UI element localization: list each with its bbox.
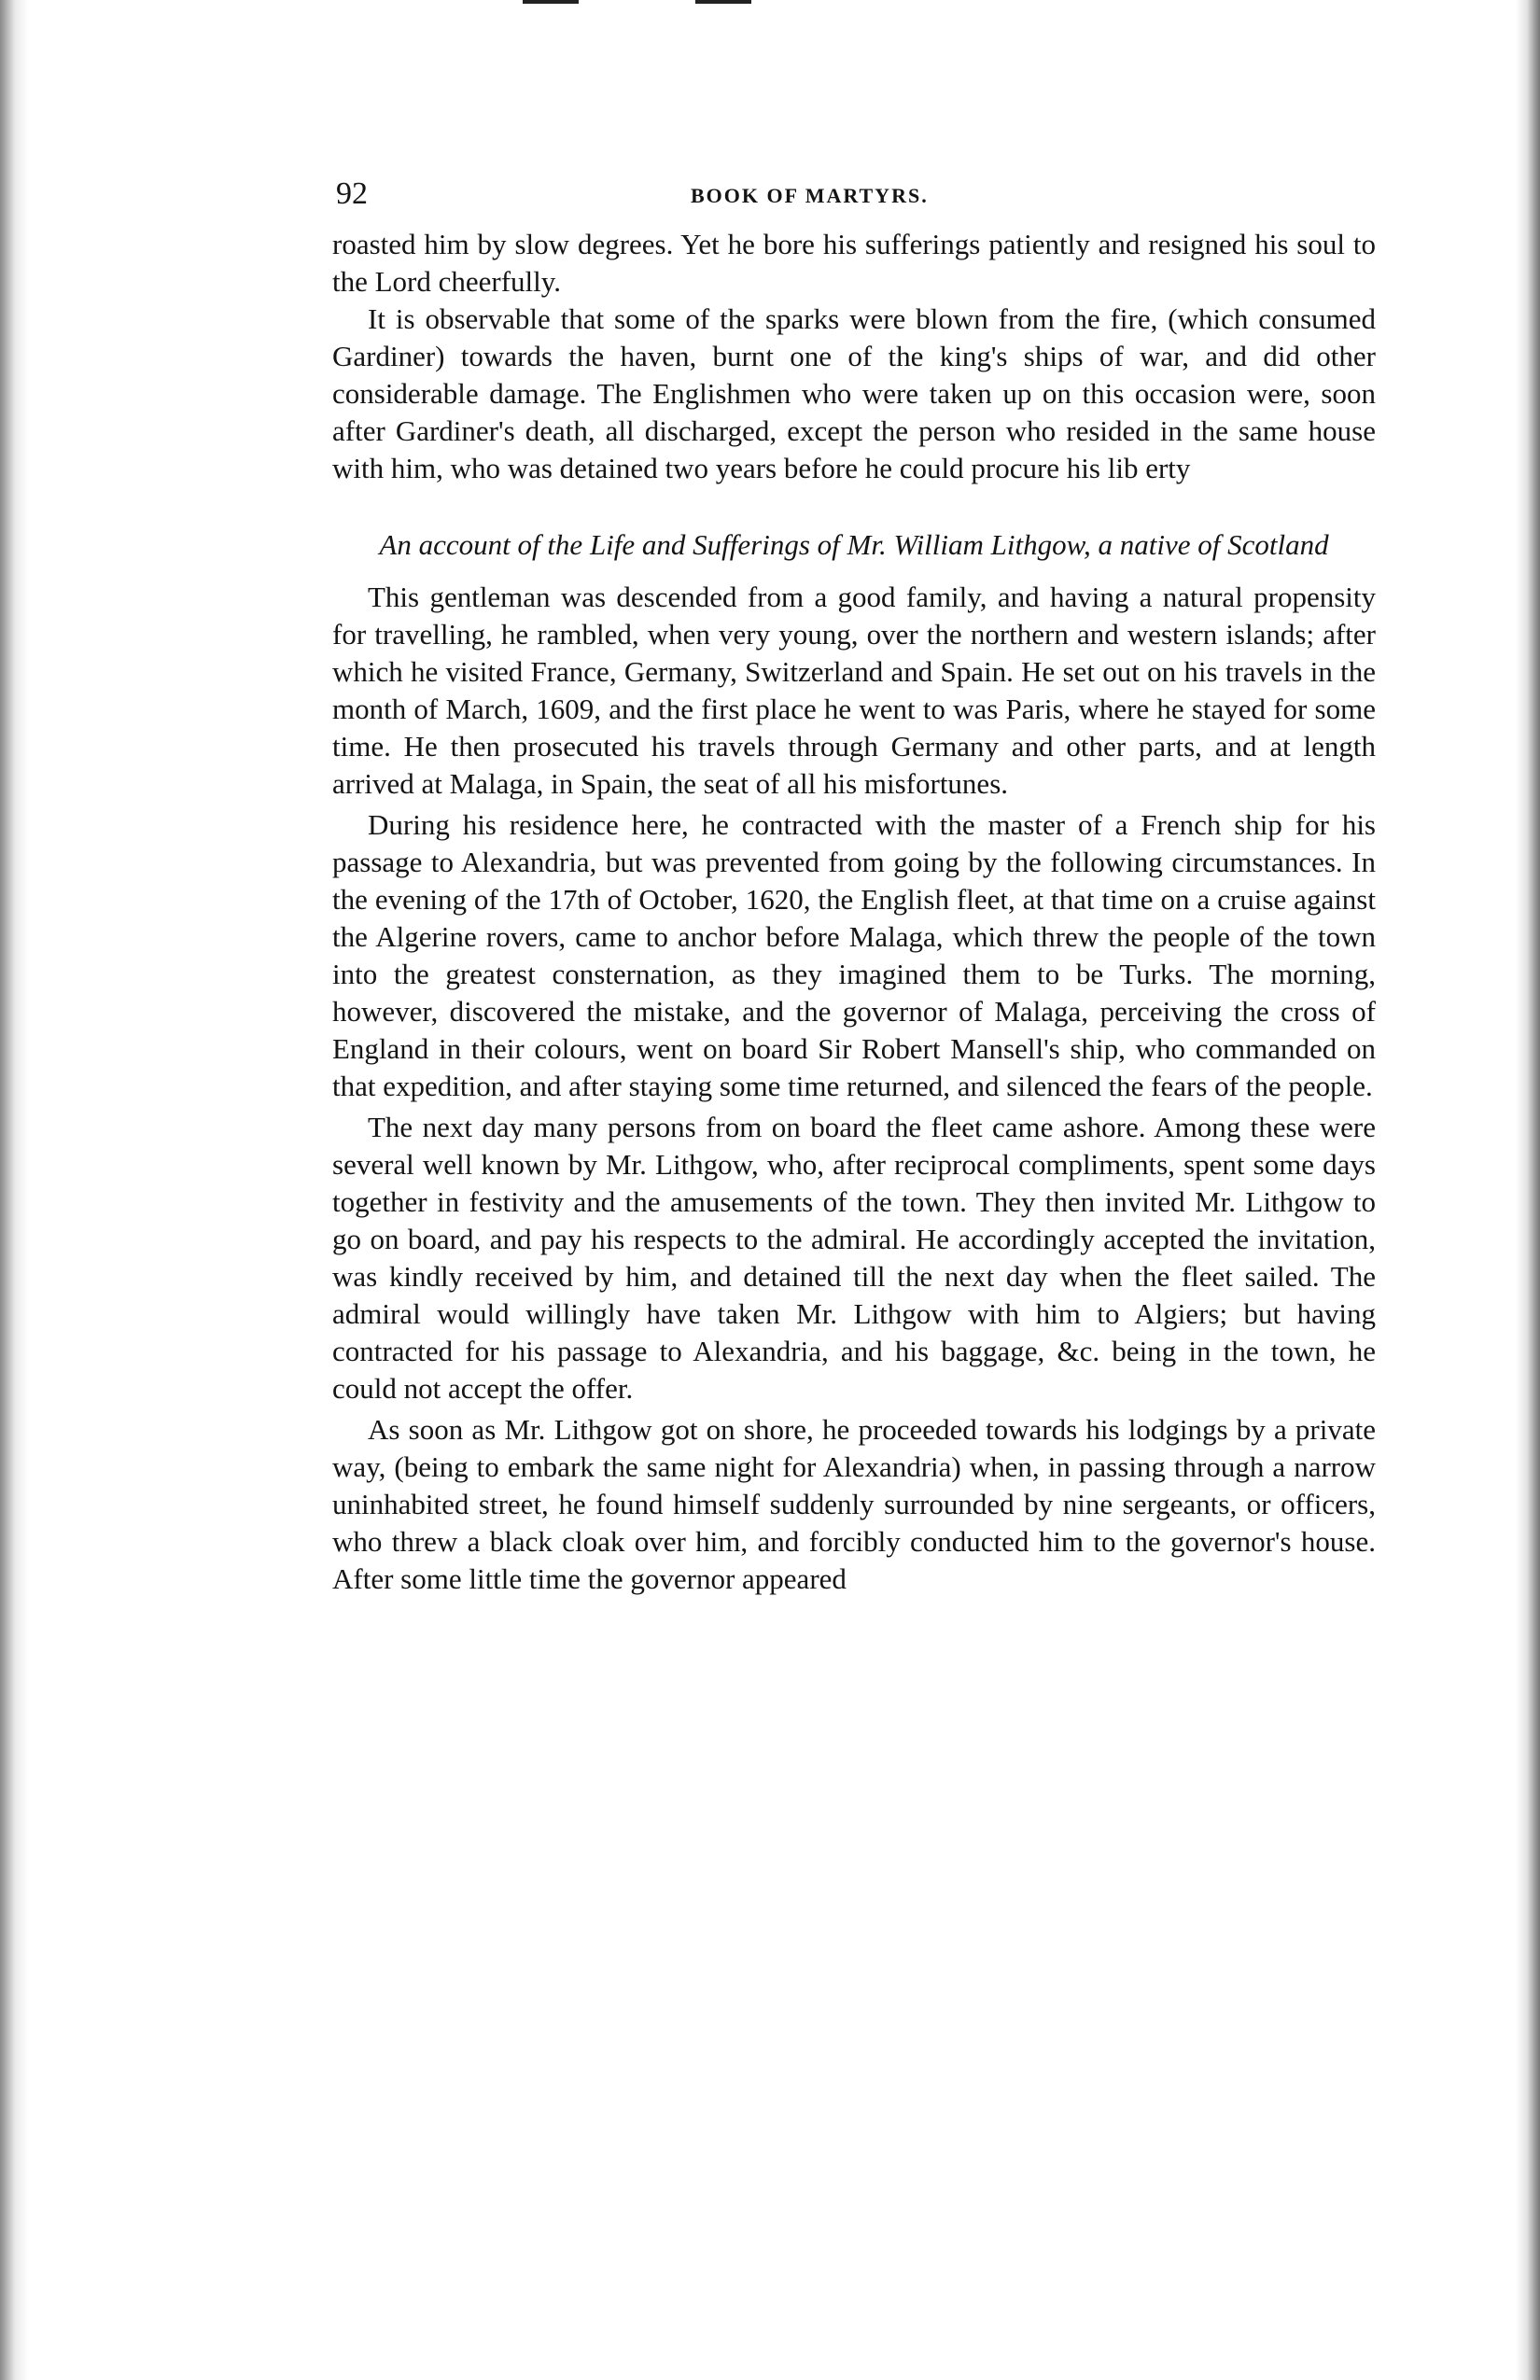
- running-title: BOOK OF MARTYRS.: [691, 184, 929, 207]
- paragraph: During his residence here, he contracted with the master of a French ship for his passage to Alexandria, but was prevented from going by the following circumstances. In the evening of the 17th of October, 1620, the English fleet, at that time on a cruise against the Algerine rovers, came to anchor before Malaga, which threw the people of the town into the greatest consternation, as they imagined them to be Turks. The morning, however, discovered the mistake, and the governor of Malaga, perceiving the cross of England in their colours, went on board Sir Robert Mansell's ship, who commanded on that expedition, and after staying some time returned, and silenced the fears of the people.: [332, 808, 1376, 1102]
- paragraph: The next day many persons from on board the fleet came ashore. Among these were several well known by Mr. Lithgow, who, after reciprocal compliments, spent some days together in festivity and the amusements of the town. They then invited Mr. Lithgow to go on board, and pay his respects to the admiral. He accordingly accepted the invitation, was kindly received by him, and detained till the next day when the fleet sailed. The admiral would willingly have taken Mr. Lithgow with him to Algiers; but having contracted for his passage to Alexandria, and his baggage, &c. being in the town, he could not accept the offer.: [332, 1111, 1376, 1405]
- running-head: [336, 175, 1363, 213]
- paragraph: roasted him by slow degrees. Yet he bore his sufferings patiently and resigned his soul to the Lord cheerfully.: [332, 228, 1376, 298]
- scan-mark: [695, 0, 751, 4]
- paragraph: This gentleman was descended from a good family, and having a natural propensity for travelling, he rambled, when very young, over the northern and western islands; after which he visited France, Germany, Switzerland and Spain. He set out on his travels in the month of March, 1609, and the first place he went to was Paris, where he stayed for some time. He then prosecuted his travels through Germany and other parts, and at length arrived at Malaga, in Spain, the seat of all his misfortunes.: [332, 581, 1376, 800]
- paragraph: As soon as Mr. Lithgow got on shore, he proceeded towards his lodgings by a private way, (being to embark the same night for Alexandria) when, in passing through a narrow uninhabited street, he found himself suddenly surrounded by nine sergeants, or officers, who threw a black cloak over him, and forcibly conducted him to the governor's house. After some little time the governor appeared: [332, 1413, 1376, 1595]
- scan-edge-right: [1516, 0, 1540, 2380]
- scan-mark: [523, 0, 579, 4]
- section-heading: An account of the Life and Sufferings of Mr. William Lithgow, a native of Scotland: [379, 528, 1329, 561]
- paragraph: It is observable that some of the sparks were blown from the fire, (which consumed Gardiner) towards the haven, burnt one of the king's ships of war, and did other considerable damage. The Englishmen who were taken up on this occasion were, soon after Gardiner's death, all discharged, except the person who resided in the same house with him, who was detained two years before he could procure his lib erty: [332, 302, 1376, 484]
- page-number: 92: [336, 176, 368, 211]
- scan-edge-left: [0, 0, 28, 2380]
- body-text: [332, 226, 1376, 1598]
